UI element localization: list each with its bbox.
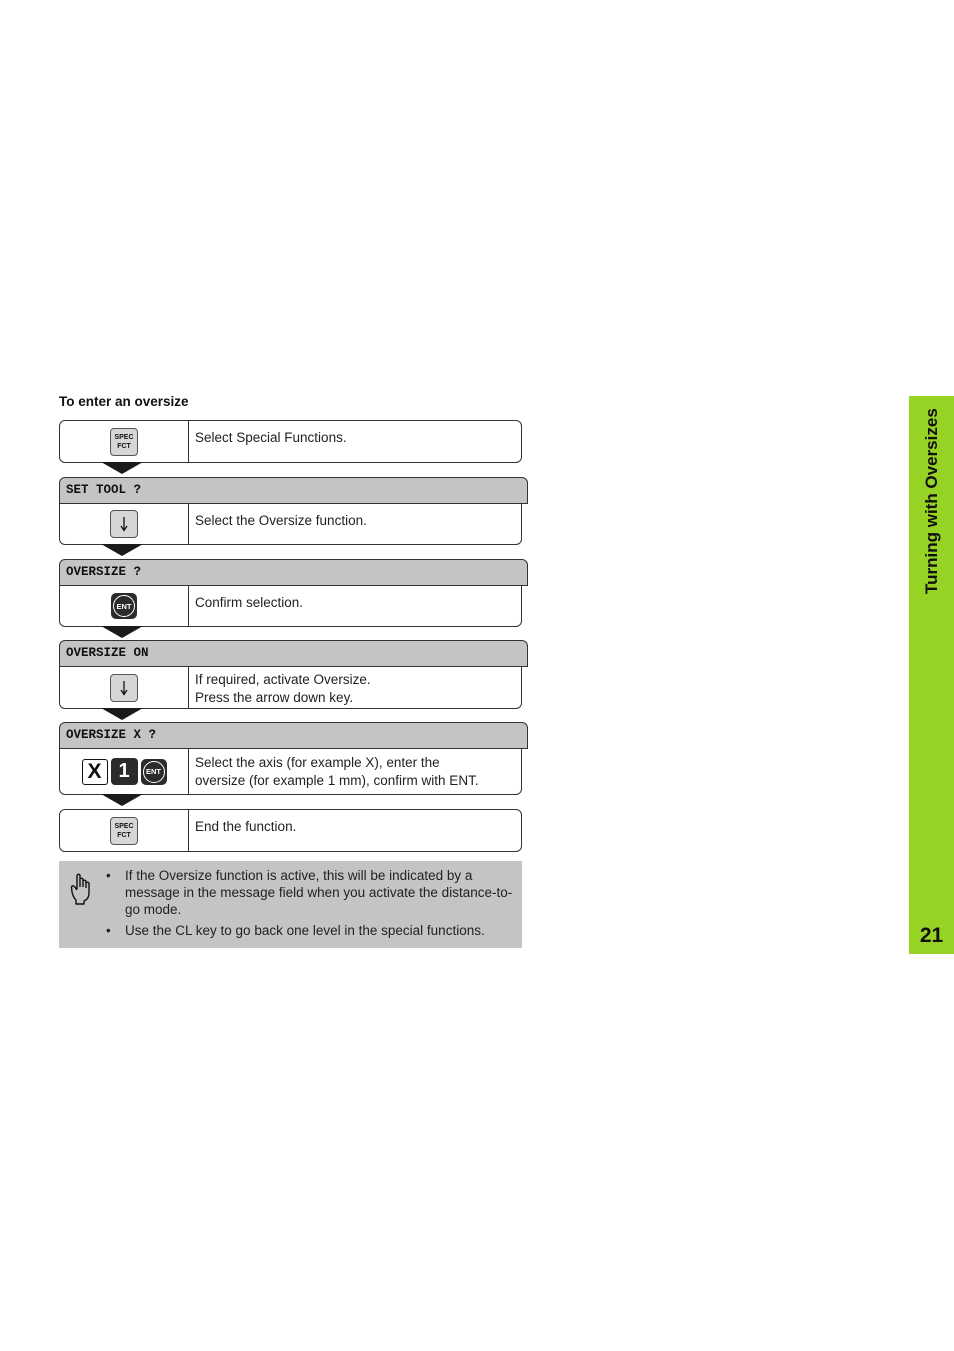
chapter-side-tab: [909, 396, 954, 954]
display-message-oversize-on: OVERSIZE ON: [59, 640, 528, 667]
step-6: [59, 809, 522, 852]
step-3-key-cell: [60, 586, 189, 626]
pointing-hand-icon: [70, 873, 92, 905]
spec-fct-key[interactable]: [110, 428, 138, 456]
ent-key[interactable]: [141, 759, 167, 785]
page-number: 21: [919, 924, 944, 947]
flow-arrow-icon: [101, 462, 143, 474]
step-6-description: [195, 818, 513, 836]
flow-arrow-icon: [101, 794, 143, 806]
note-item-1: • If the Oversize function is active, this will be indicated by a message in the message field when you activate the distance-to-go mode.: [106, 867, 520, 918]
spec-key-label-1: SPEC: [114, 822, 134, 830]
arrow-down-icon: [119, 516, 129, 532]
step-1-description: [195, 429, 513, 447]
flow-arrow-icon: [101, 626, 143, 638]
step-5-text-2: oversize (for example 1 mm), confirm with ENT.: [195, 773, 479, 788]
ent-key[interactable]: [111, 593, 137, 619]
step-2: [59, 503, 522, 545]
step-1: [59, 420, 522, 463]
step-4: [59, 666, 522, 709]
step-6-key-cell: [60, 810, 189, 851]
step-5-text-1: Select the axis (for example X), enter the: [195, 755, 440, 770]
step-2-description: [195, 512, 513, 530]
step-2-key-cell: [60, 504, 189, 544]
arrow-down-icon: [119, 680, 129, 696]
step-4-key-cell: [60, 667, 189, 708]
step-5-description: [195, 754, 513, 790]
spec-key-label-2: FCT: [117, 831, 131, 839]
note-box: [59, 861, 522, 948]
spec-fct-key[interactable]: [110, 817, 138, 845]
step-4-description: [195, 671, 513, 707]
flow-arrow-icon: [101, 544, 143, 556]
section-heading: To enter an oversize: [59, 394, 189, 409]
step-4-text-1: If required, activate Oversize.: [195, 672, 371, 687]
chapter-title: Turning with Oversizes: [922, 408, 941, 594]
flow-arrow-icon: [101, 708, 143, 720]
display-message-oversize-x: OVERSIZE X ?: [59, 722, 528, 749]
step-3-description: [195, 594, 513, 612]
display-message-set-tool: SET TOOL ?: [59, 477, 528, 504]
ent-key-label: ENT: [143, 761, 165, 783]
step-1-key-cell: [60, 421, 189, 462]
step-2-text: Select the Oversize function.: [195, 513, 367, 528]
step-4-text-2: Press the arrow down key.: [195, 690, 354, 705]
step-6-text: End the function.: [195, 819, 297, 834]
step-5: [59, 748, 522, 795]
ent-key-label: ENT: [113, 595, 135, 617]
arrow-down-key[interactable]: [110, 510, 138, 538]
step-3-text: Confirm selection.: [195, 595, 304, 610]
display-message-oversize: OVERSIZE ?: [59, 559, 528, 586]
step-3: [59, 585, 522, 627]
spec-key-label-1: SPEC: [114, 433, 134, 441]
step-1-text: Select Special Functions.: [195, 430, 347, 445]
spec-key-label-2: FCT: [117, 442, 131, 450]
step-5-key-cell: [60, 749, 189, 794]
note-list: [106, 867, 520, 943]
x-axis-key[interactable]: X: [82, 759, 108, 785]
note-item-2: • Use the CL key to go back one level in the special functions.: [106, 922, 520, 939]
digit-1-key[interactable]: 1: [111, 758, 138, 785]
arrow-down-key[interactable]: [110, 674, 138, 702]
